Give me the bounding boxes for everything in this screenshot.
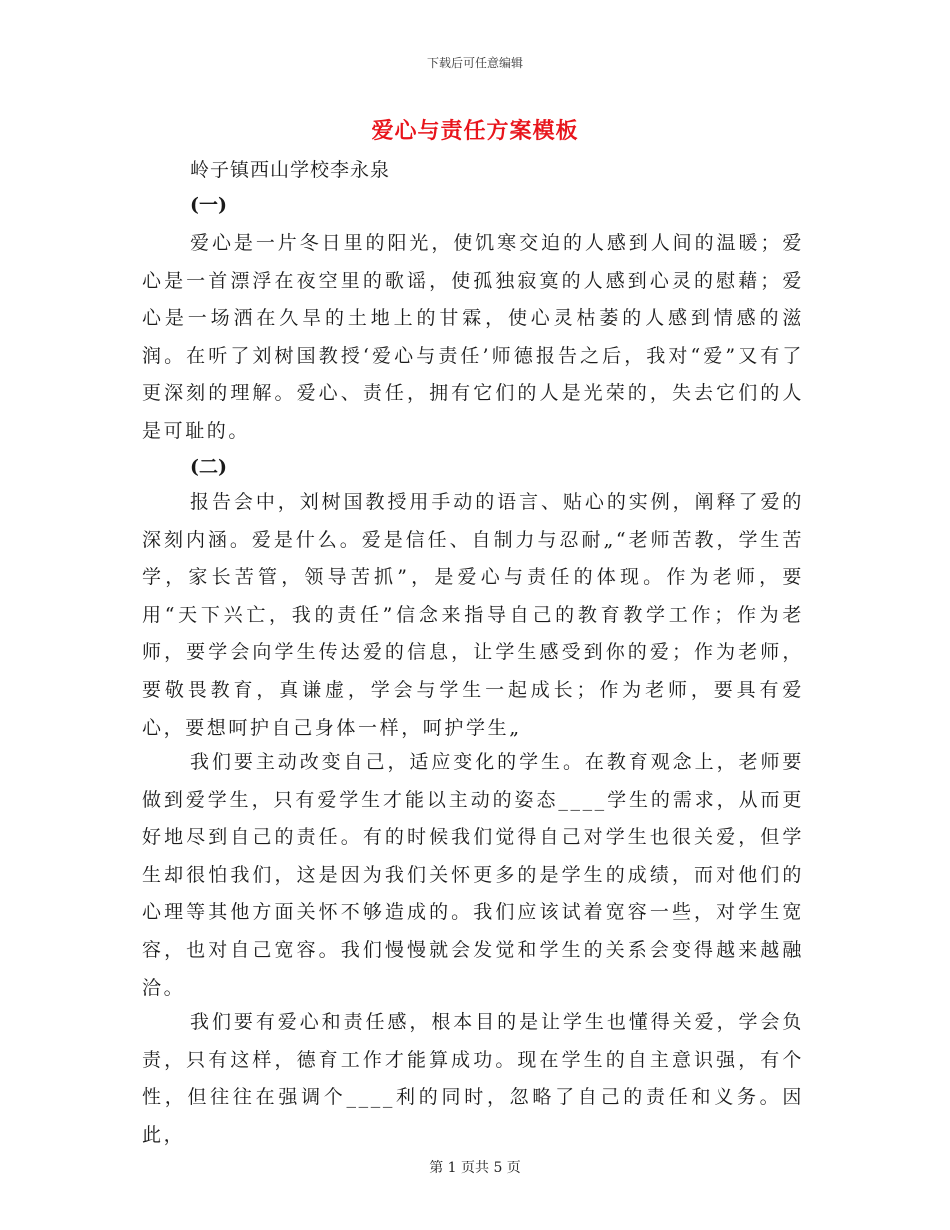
header-note: 下载后可任意编辑 (426, 56, 523, 70)
paragraph-1: 爱心是一片冬日里的阳光，使饥寒交迫的人感到人间的温暖；爱心是一首漂浮在夜空里的歌谣，使孤独寂寞的人感到心灵的慰藉；爱心是一场洒在久旱的土地上的甘霖，使心灵枯萎的人感到情感的滋润。在听了刘树国教授‘爱心与责任’师德报告之后，我对“爱”又有了更深刻的理解。爱心、责任，拥有它们的人是光荣的，失去它们的人是可耻的。 (142, 232, 804, 442)
paragraph-4: 我们要有爱心和责任感，根本目的是让学生也懂得关爱，学会负责，只有这样，德育工作才能算成功。现在学生的自主意识强，有个性，但往往在强调个____利的同时，忽略了自己的责任和义务。因此， (142, 1011, 804, 1146)
paragraph-2: 报告会中，刘树国教授用手动的语言、贴心的实例，阐释了爱的深刻内涵。爱是什么。爱是信任、自制力与忍耐„“老师苦教，学生苦学，家长苦管，领导苦抓”，是爱心与责任的体现。作为老师，要用“天下兴亡，我的责任”信念来指导自己的教育教学工作；作为老师，要学会向学生传达爱的信息，让学生感受到你的爱；作为老师，要敬畏教育，真谦虚，学会与学生一起成长；作为老师，要具有爱心，要想呵护自己身体一样，呵护学生„ (142, 491, 804, 739)
author-line: 岭子镇西山学校李永泉 (190, 159, 391, 181)
paragraph-3: 我们要主动改变自己，适应变化的学生。在教育观念上，老师要做到爱学生，只有爱学生才能以主动的姿态____学生的需求，从而更好地尽到自己的责任。有的时候我们觉得自己对学生也很关爱，但学生却很怕我们，这是因为我们关怀更多的是学生的成绩，而对他们的心理等其他方面关怀不够造成的。我们应该试着宽容一些，对学生宽容，也对自己宽容。我们慢慢就会发觉和学生的关系会变得越来越融洽。 (142, 751, 804, 999)
section-label-1: (一) (190, 194, 227, 216)
section-label-2: (二) (190, 456, 227, 478)
page-footer: 第 1 页共 5 页 (429, 1160, 521, 1176)
document-title: 爱心与责任方案模板 (371, 118, 579, 144)
